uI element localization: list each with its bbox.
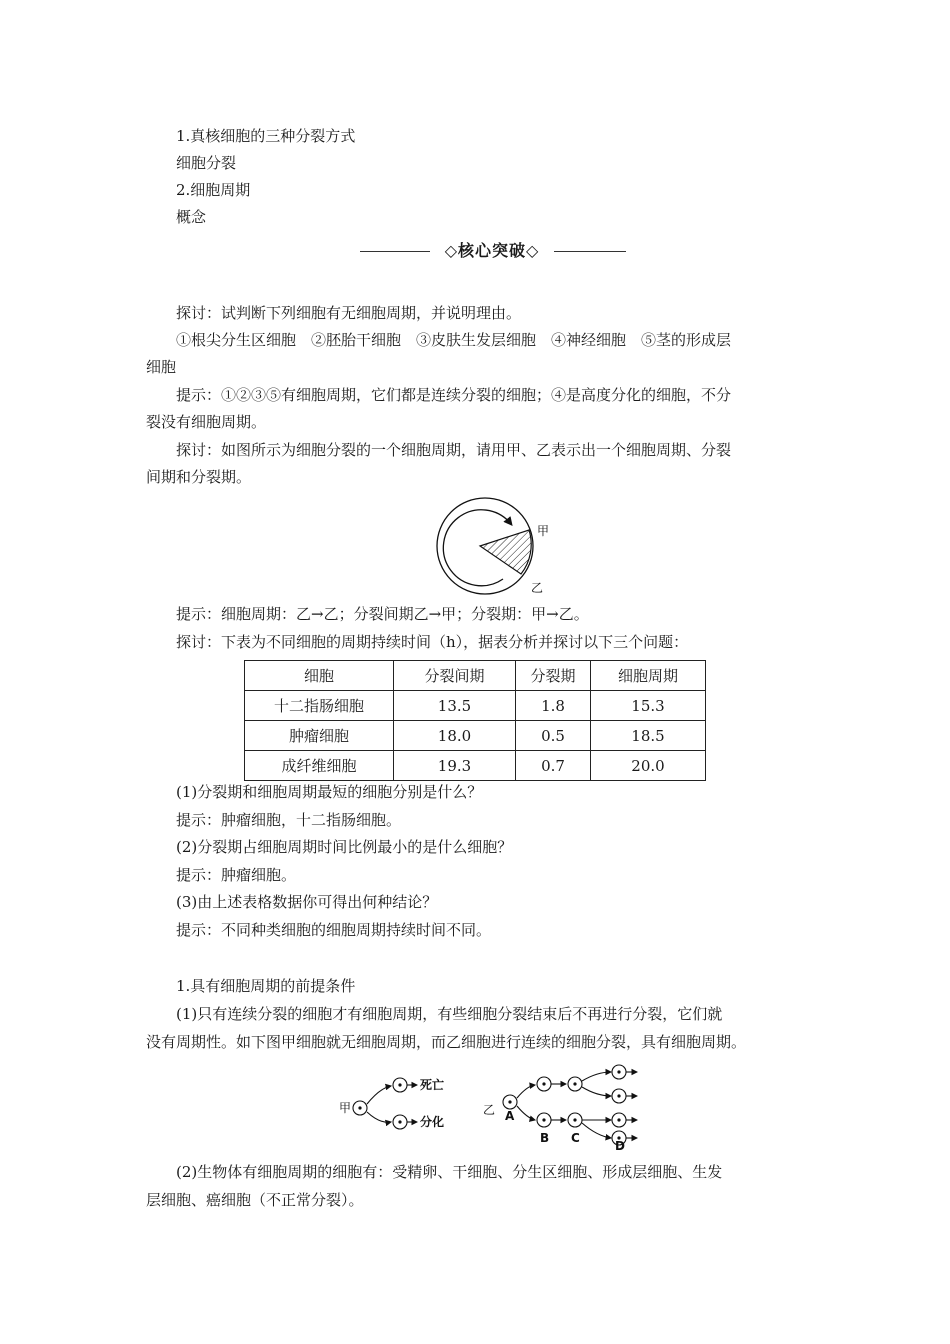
discussion-1-options: ①根尖分生区细胞 ②胚胎干细胞 ③皮肤生发层细胞 ④神经细胞 ⑤茎的形成层 <box>176 331 732 349</box>
arrow-jia-death <box>367 1086 391 1104</box>
table-row <box>245 721 706 751</box>
intro-item-2: 2.细胞周期 <box>176 181 251 199</box>
cell-C <box>568 1113 582 1127</box>
label-B: B <box>540 1131 550 1145</box>
table-cell: 1.8 <box>516 691 591 721</box>
cell-D2 <box>612 1089 626 1103</box>
cell-B <box>537 1113 551 1127</box>
table-cell: 19.3 <box>394 751 516 781</box>
table-cell: 18.0 <box>394 721 516 751</box>
table-header-cell: 分裂间期 <box>394 661 516 691</box>
section-2-paragraph-1: (1)只有连续分裂的细胞才有细胞周期，有些细胞分裂结束后不再进行分裂，它们就 <box>176 1005 723 1023</box>
intro-item-1-sub: 细胞分裂 <box>176 154 237 172</box>
arrow-A-down <box>517 1106 535 1120</box>
table-row <box>245 751 706 781</box>
section-banner: ◇核心突破◇ <box>444 241 540 260</box>
table-cell: 肿瘤细胞 <box>245 721 394 751</box>
table-cell: 0.5 <box>516 721 591 751</box>
section-2-heading: 1.具有细胞周期的前提条件 <box>176 977 356 995</box>
arrow-A-up <box>517 1085 535 1098</box>
banner-left-rule <box>360 251 430 252</box>
answer-3: 提示：不同种类细胞的细胞周期持续时间不同。 <box>176 921 492 939</box>
table-cell: 20.0 <box>591 751 706 781</box>
question-1: (1)分裂期和细胞周期最短的细胞分别是什么？ <box>176 783 483 801</box>
table-cell: 15.3 <box>591 691 706 721</box>
intro-item-2-sub: 概念 <box>176 208 207 226</box>
table-cell: 13.5 <box>394 691 516 721</box>
table-cell: 十二指肠细胞 <box>245 691 394 721</box>
label-C: C <box>571 1131 580 1145</box>
discussion-2-question: 探讨：如图所示为细胞分裂的一个细胞周期，请用甲、乙表示出一个细胞周期、分裂 <box>176 441 732 459</box>
cell-D1 <box>612 1065 626 1079</box>
cell-cycle-table <box>244 660 706 781</box>
table-header-row <box>245 661 706 691</box>
label-D: D <box>615 1139 625 1153</box>
label-diff: 分化 <box>420 1115 445 1129</box>
table-header-cell: 细胞 <box>245 661 394 691</box>
discussion-1-question: 探讨：试判断下列细胞有无细胞周期，并说明理由。 <box>176 304 522 322</box>
cell-B-top <box>537 1077 551 1091</box>
cell-jia-bottom <box>393 1115 407 1129</box>
answer-1: 提示：肿瘤细胞，十二指肠细胞。 <box>176 811 402 829</box>
cell-division-figure <box>335 1062 655 1152</box>
table-header-cell: 细胞周期 <box>591 661 706 691</box>
cell-C-top <box>568 1077 582 1091</box>
answer-2: 提示：肿瘤细胞。 <box>176 866 297 884</box>
label-jia: 甲 <box>537 524 550 538</box>
label-jia-2: 甲 <box>339 1101 352 1115</box>
table-header-cell: 分裂期 <box>516 661 591 691</box>
question-2: (2)分裂期占细胞周期时间比例最小的是什么细胞？ <box>176 838 513 856</box>
section-2-paragraph-2: (2)生物体有细胞周期的细胞有：受精卵、干细胞、分生区细胞、形成层细胞、生发 <box>176 1163 723 1181</box>
label-yi: 乙 <box>531 581 544 595</box>
discussion-3-question: 探讨：下表为不同细胞的周期持续时间（h），据表分析并探讨以下三个问题： <box>176 633 689 651</box>
division-phase-sector <box>480 530 531 574</box>
discussion-2-question-cont: 间期和分裂期。 <box>146 468 252 486</box>
section-2-paragraph-1-cont: 没有周期性。如下图甲细胞就无细胞周期，而乙细胞进行连续的细胞分裂，具有细胞周期。 <box>146 1033 747 1051</box>
table-cell: 18.5 <box>591 721 706 751</box>
arrow-C-bottom-down <box>582 1123 611 1138</box>
table-cell: 成纤维细胞 <box>245 751 394 781</box>
cell-jia <box>353 1101 367 1115</box>
section-2-paragraph-2-cont: 层细胞、癌细胞（不正常分裂）。 <box>146 1191 364 1209</box>
cell-D3 <box>612 1113 626 1127</box>
label-death: 死亡 <box>420 1078 445 1092</box>
intro-item-1: 1.真核细胞的三种分裂方式 <box>176 127 356 145</box>
banner-right-rule <box>554 251 626 252</box>
cell-A <box>503 1095 517 1109</box>
arrow-C-top-up <box>582 1072 611 1081</box>
table-row <box>245 691 706 721</box>
cell-jia-top <box>393 1078 407 1092</box>
discussion-1-options-cont: 细胞 <box>146 358 177 376</box>
label-yi-2: 乙 <box>483 1103 496 1117</box>
discussion-2-hint: 提示：细胞周期：乙→乙；分裂间期乙→甲；分裂期：甲→乙。 <box>176 605 589 623</box>
discussion-1-hint: 提示：①②③⑤有细胞周期，它们都是连续分裂的细胞；④是高度分化的细胞，不分 <box>176 386 732 404</box>
question-3: (3)由上述表格数据你可得出何种结论？ <box>176 893 438 911</box>
arrow-jia-diff <box>367 1112 391 1122</box>
cell-cycle-figure <box>425 500 565 600</box>
discussion-1-hint-cont: 裂没有细胞周期。 <box>146 413 267 431</box>
label-A: A <box>505 1109 515 1123</box>
table-cell: 0.7 <box>516 751 591 781</box>
arrow-C-top-down <box>582 1087 611 1096</box>
